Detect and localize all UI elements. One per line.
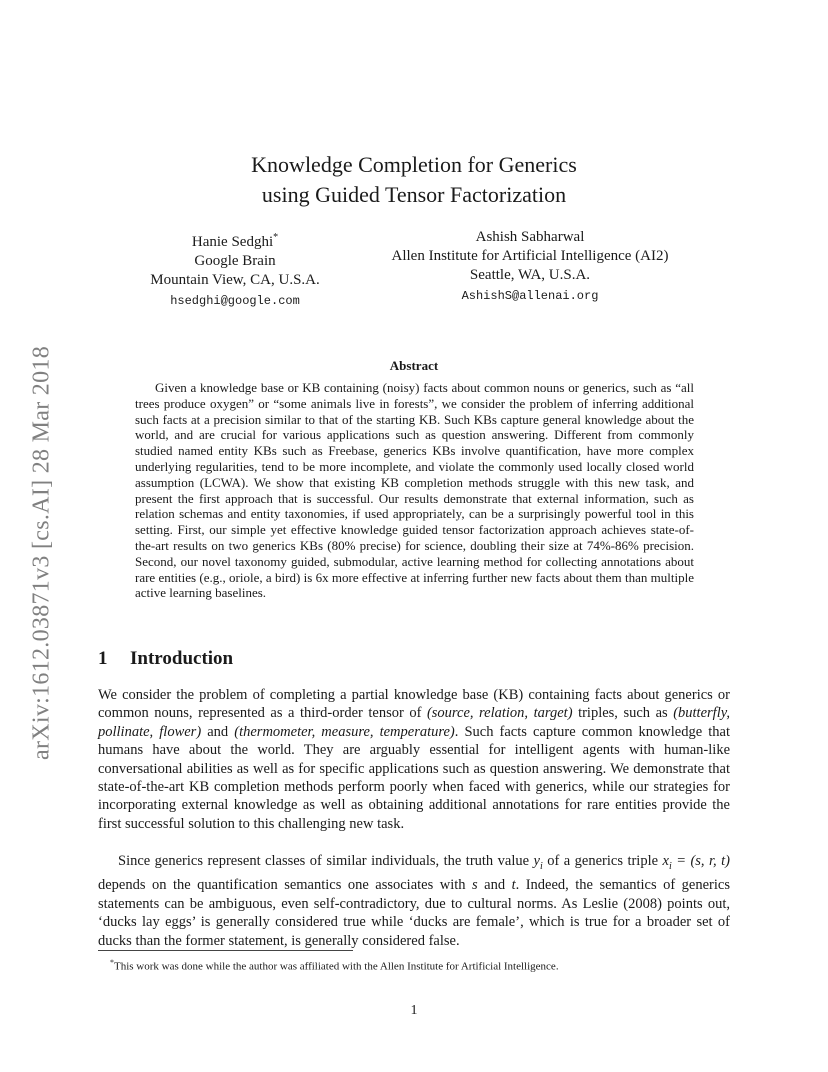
author-block-2 bbox=[365, 228, 695, 307]
author-email: hsedghi@google.com bbox=[170, 294, 300, 308]
abstract-text: Given a knowledge base or KB containing (noisy) facts about common nouns or generics, such as “all trees produce oxygen” or “some animals live in forests”, we consider the problem of inferring additional such facts at a precision similar to that of the starting KB. Such KBs capture general knowledge about the world, and are crucial for various applications such as question answering. Different from commonly studied named entity KBs such as Freebase, generics KBs involve quantification, have more complex underlying regularities, tend to be more incomplete, and violate the commonly used locally closed world assumption (LCWA). We show that existing KB completion methods struggle with this new task, and present the first approach that is successful. Our results demonstrate that external information, such as relation schemas and entity taxonomies, if used appropriately, can be a surprisingly powerful tool in this setting. First, our simple yet effective knowledge guided tensor factorization approach achieves state-of-the-art results on two generics KBs (80% precise) for science, doubling their size at 74%-86% precision. Second, our novel taxonomy guided, submodular, active learning method for collecting annotations about rare entities (e.g., oriole, a bird) is 6x more effective at inferring further new facts about them than multiple active learning baselines. bbox=[135, 380, 694, 601]
author-name: Ashish Sabharwal bbox=[475, 229, 585, 245]
footnote bbox=[110, 956, 730, 974]
section-number: 1 bbox=[98, 648, 108, 669]
author-affiliation: Allen Institute for Artificial Intelligence (AI2) bbox=[391, 248, 669, 264]
author-location: Mountain View, CA, U.S.A. bbox=[150, 272, 320, 288]
title-line-1: Knowledge Completion for Generics bbox=[251, 152, 577, 177]
author-affiliation: Google Brain bbox=[194, 253, 276, 269]
author-footnote-mark: * bbox=[273, 232, 279, 243]
paper-title bbox=[0, 150, 828, 210]
title-line-2: using Guided Tensor Factorization bbox=[261, 182, 567, 207]
abstract-heading: Abstract bbox=[389, 358, 439, 373]
paragraph-2: Since generics represent classes of similar individuals, the truth value $y_i$ of a generics triple $x_i = (s$, r, t) depends on the quantification semantics one associates with s and t. Indeed, the semantics of generics statements can be ambiguous, even self-contradictory, due to cultural norms. As Leslie (2008) points out, ‘ducks lay eggs’ is generally considered true while ‘ducks are female’, which is true for a broader set of ducks than the former statement, is generally considered false. bbox=[98, 853, 731, 949]
arxiv-side-stamp: arXiv:1612.03871v3 [cs.AI] 28 Mar 2018 bbox=[28, 346, 55, 760]
section-heading bbox=[98, 648, 233, 670]
paragraph-1: We consider the problem of completing a partial knowledge base (KB) containing facts about generics or common nouns, represented as a third-order tensor of (source, relation, target) triples, such as (butterfly, pollinate, flower) and (thermometer, measure, temperature). Such facts capture common knowledge that humans have about the world. They are arguably essential for intelligent agents with human-like conversational abilities as well as for specific applications such as question answering. We demonstrate that state-of-the-art KB completion methods perform poorly when faced with generics, while our strategies for incorporating external knowledge as well as obtaining additional annotations for rare entities provide the first successful solution to this challenging new task. bbox=[98, 687, 731, 832]
author-email: AshishS@allenai.org bbox=[461, 289, 599, 303]
footnote-text: This work was done while the author was affiliated with the Allen Institute for Artificial Intelligence. bbox=[114, 960, 559, 973]
footnote-rule bbox=[98, 950, 353, 951]
author-block-1 bbox=[130, 228, 340, 312]
page-number: 1 bbox=[410, 1003, 418, 1018]
section-title: Introduction bbox=[130, 648, 234, 669]
author-name: Hanie Sedghi* bbox=[191, 232, 279, 250]
author-location: Seattle, WA, U.S.A. bbox=[469, 267, 591, 283]
footnote-mark: * bbox=[110, 958, 114, 967]
